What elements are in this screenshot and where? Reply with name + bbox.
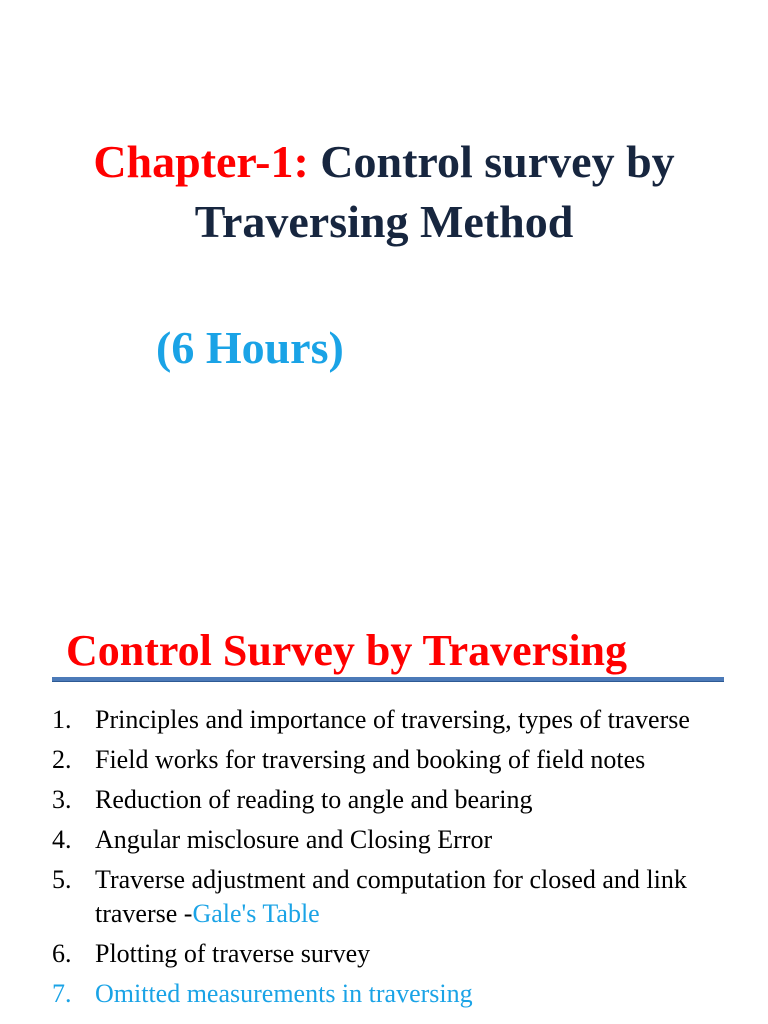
list-item-number: 1. (52, 705, 72, 734)
list-item-number: 3. (52, 785, 72, 814)
list-item (52, 823, 752, 857)
list-item-number: 6. (52, 939, 72, 968)
list-item (52, 703, 752, 737)
list-item-text: Angular misclosure and Closing Error (95, 825, 493, 854)
list-item-number: 5. (52, 865, 72, 894)
list-item-number: 4. (52, 825, 72, 854)
chapter-prefix: Chapter-1: (93, 136, 309, 187)
chapter-title-line1: Control survey by (308, 136, 675, 187)
chapter-title-line2: Traversing Method (194, 196, 574, 247)
list-item (52, 937, 752, 971)
list-item-text: Plotting of traverse survey (95, 939, 371, 968)
list-item (52, 783, 752, 817)
list-item (52, 743, 752, 777)
list-item-text: Reduction of reading to angle and bearing (95, 785, 533, 814)
list-item-number: 7. (52, 979, 72, 1008)
chapter-title (0, 132, 768, 252)
hours-label: (6 Hours) (156, 322, 344, 373)
section-heading: Control Survey by Traversing (66, 626, 628, 675)
list-item-number: 2. (52, 745, 72, 774)
list-item (52, 863, 752, 931)
list-item-text: Field works for traversing and booking of field notes (95, 745, 646, 774)
list-item-text: Principles and importance of traversing, types of traverse (95, 705, 690, 734)
list-item (52, 977, 752, 1011)
gales-table-link[interactable]: Gale's Table (192, 899, 320, 928)
list-item-text: Omitted measurements in traversing (95, 979, 473, 1008)
list-item-text: Traverse adjustment and computation for closed and link traverse - (95, 865, 687, 928)
topic-list (52, 703, 752, 1017)
slide-2 (0, 600, 768, 1024)
heading-divider (52, 677, 724, 682)
